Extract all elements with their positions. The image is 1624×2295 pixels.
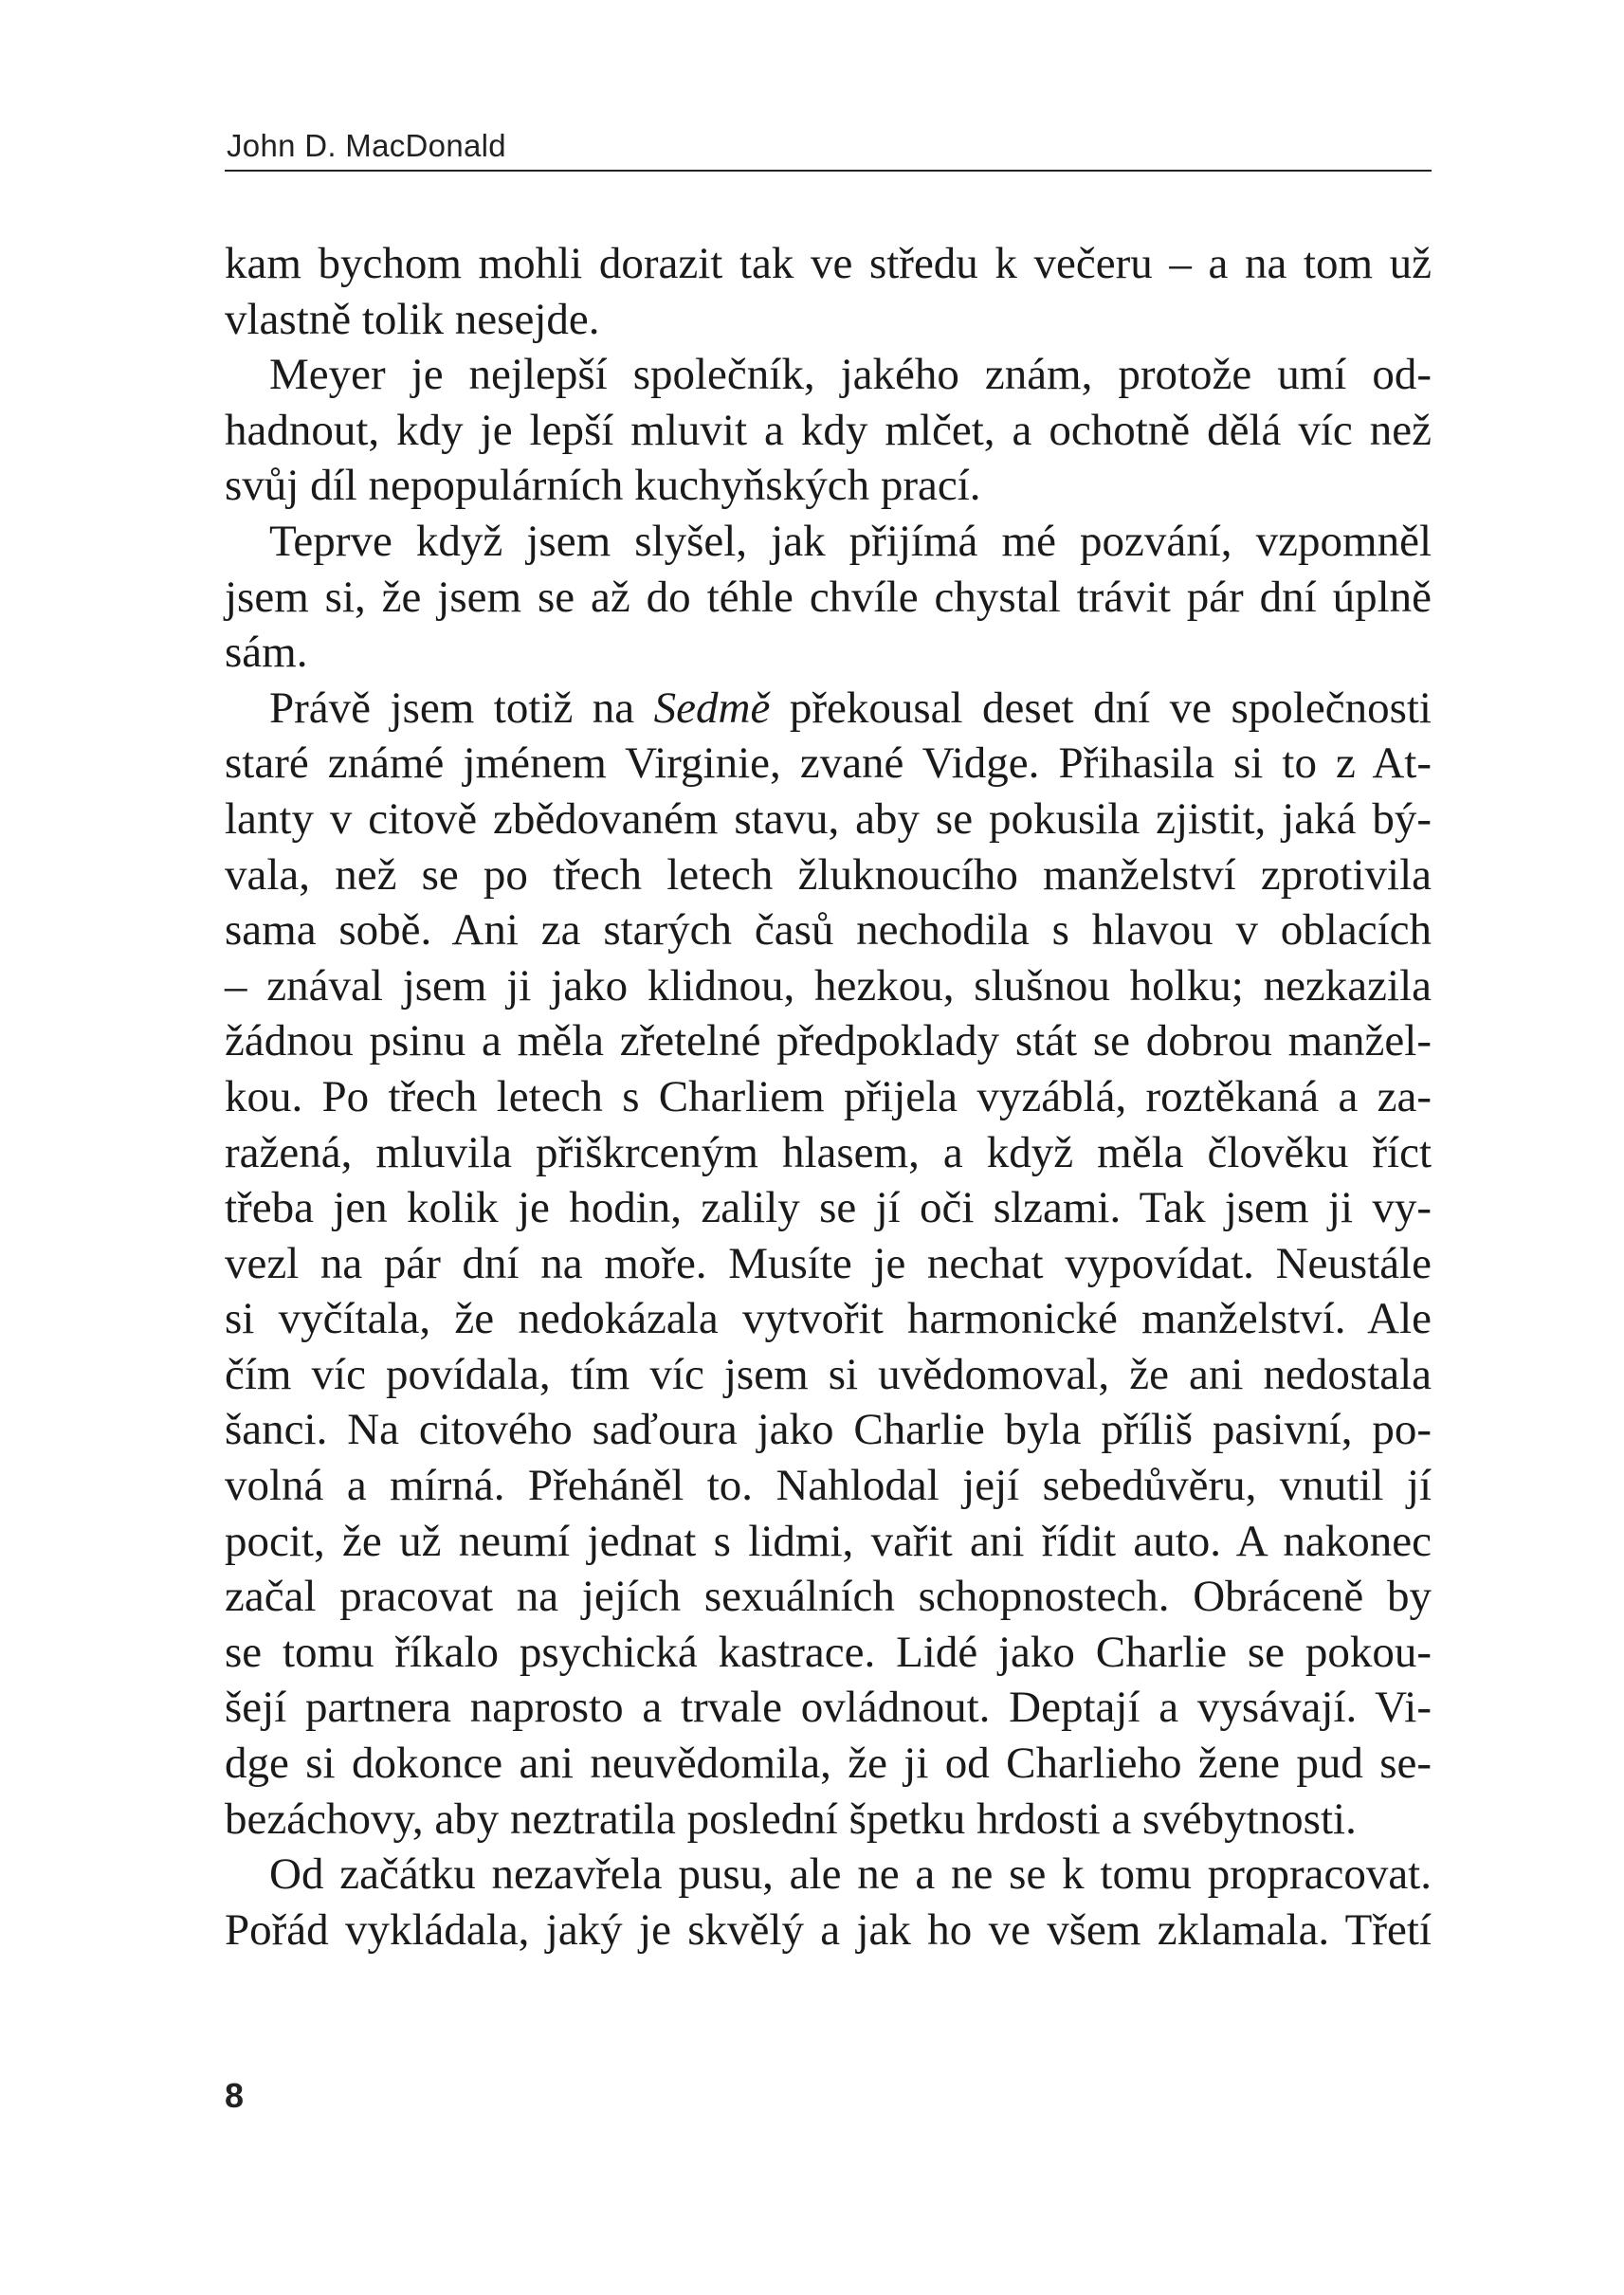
- text-line: svůj díl nepopulárních kuchyňských prací.: [225, 461, 981, 511]
- text-line: volná a mírná. Přeháněl to. Nahlodal její sebedůvěru, vnutil jí: [225, 1461, 1432, 1511]
- text-line: kam bychom mohli dorazit tak ve středu k večeru – a na tom už: [225, 239, 1432, 288]
- text-line: vlastně tolik nesejde.: [225, 294, 600, 344]
- author-name: John D. MacDonald: [227, 128, 506, 163]
- text-fragment: překousal deset dní ve společnosti: [789, 683, 1432, 733]
- text-line: pocit, že už neumí jednat s lidmi, vařit ani řídit auto. A nakonec: [225, 1516, 1432, 1566]
- text-line: Od začátku nezavřela pusu, ale ne a ne se k tomu propracovat.: [269, 1849, 1432, 1900]
- text-line: sám.: [225, 628, 308, 678]
- text-line: šejí partnera naprosto a trvale ovládnout. Deptají a vysávají. Vi-: [225, 1683, 1432, 1733]
- text-line: se tomu říkalo psychická kastrace. Lidé jako Charlie se pokou-: [225, 1627, 1432, 1677]
- text-line: vala, než se po třech letech žluknoucího manželství zprotivila: [225, 849, 1432, 900]
- text-line: začal pracovat na jejích sexuálních schopnostech. Obráceně by: [225, 1572, 1432, 1622]
- text-line: čím víc povídala, tím víc jsem si uvědomoval, že ani nedostala: [225, 1349, 1432, 1399]
- running-header: [225, 128, 1432, 172]
- text-line: si vyčítala, že nedokázala vytvořit harmonické manželství. Ale: [225, 1294, 1432, 1344]
- italic-ship-name: Sedmě: [653, 683, 771, 733]
- text-line: žádnou psinu a měla zřetelné předpoklady stát se dobrou manžel-: [225, 1016, 1432, 1066]
- text-line: dge si dokonce ani neuvědomila, že ji od Charlieho žene pud se-: [225, 1739, 1432, 1789]
- text-line: hadnout, kdy je lepší mluvit a kdy mlčet, a ochotně dělá víc než: [225, 405, 1432, 455]
- text-line: bezáchovy, aby neztratila poslední špetku hrdosti a svébytnosti.: [225, 1794, 1357, 1844]
- text-line: Teprve když jsem slyšel, jak přijímá mé pozvání, vzpomněl: [269, 516, 1432, 566]
- text-line: šanci. Na citového saďoura jako Charlie byla příliš pasivní, po-: [225, 1405, 1432, 1455]
- text-line: lanty v citově zbědovaném stavu, aby se pokusila zjistit, jaká bý-: [225, 793, 1432, 844]
- text-line: vezl na pár dní na moře. Musíte je nechat vypovídat. Neustále: [225, 1238, 1432, 1288]
- text-line: jsem si, že jsem se až do téhle chvíle chystal trávit pár dní úplně: [225, 572, 1432, 622]
- text-line: kou. Po třech letech s Charliem přijela vyzáblá, roztěkaná a za-: [225, 1071, 1432, 1121]
- text-line: Meyer je nejlepší společník, jakého znám, protože umí od-: [269, 350, 1432, 400]
- text-line: staré známé jménem Virginie, zvané Vidge. Přihasila si to z At-: [225, 738, 1432, 789]
- text-line: ražená, mluvila přiškrceným hlasem, a když měla člověku říct: [225, 1127, 1432, 1177]
- page-number: 8: [225, 2076, 245, 2115]
- text-line: třeba jen kolik je hodin, zalily se jí oči slzami. Tak jsem ji vy-: [225, 1183, 1432, 1233]
- text-line: [225, 681, 1432, 737]
- body-text: [225, 236, 1432, 1958]
- text-line: sama sobě. Ani za starých časů nechodila s hlavou v oblacích: [225, 905, 1432, 956]
- text-line: Pořád vykládala, jaký je skvělý a jak ho ve všem zklamala. Třetí: [225, 1904, 1432, 1955]
- text-fragment: Právě jsem totiž na: [269, 683, 635, 733]
- text-line: – znával jsem ji jako klidnou, hezkou, slušnou holku; nezkazila: [225, 960, 1432, 1011]
